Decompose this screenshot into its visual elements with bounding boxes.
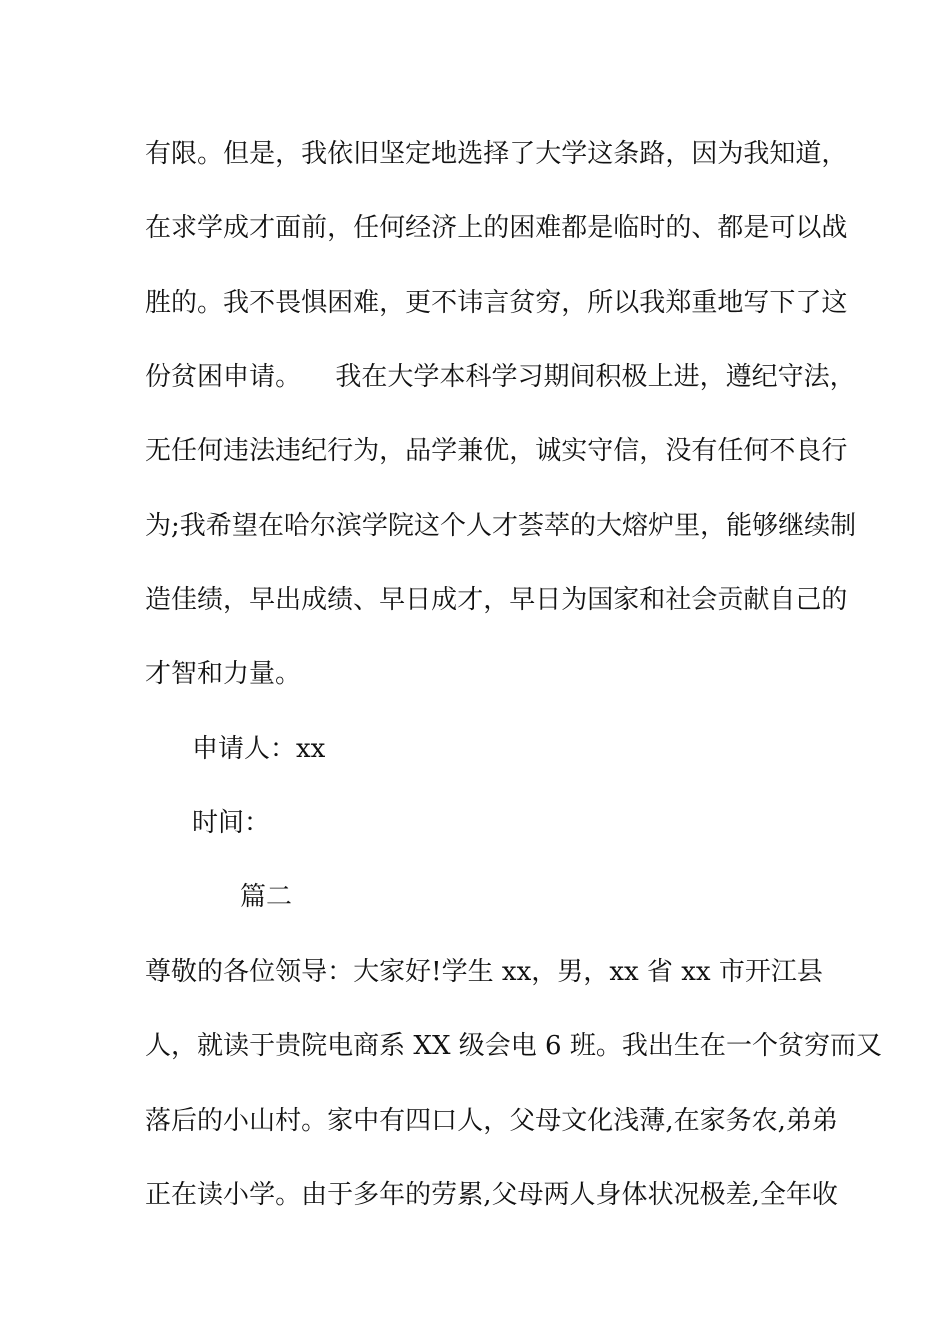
section-heading: 篇二	[240, 882, 293, 912]
paragraph1-line-5: 无 任 何 违 法 违 纪 行 为 ， 品 学 兼 优 ， 诚 实 守 信 ， 没 有 任 何 不 良 行	[145, 436, 848, 466]
paragraph1-line-1: 有 限 。 但 是 ， 我 依 旧 坚 定 地 选 择 了 大 学 这 条 路 ， 因 为 我 知 道 ，	[145, 139, 848, 169]
paragraph1-line-8: 才智和力量。	[145, 659, 302, 689]
paragraph1-line-6: 为 ; 我 希 望 在 哈 尔 滨 学 院 这 个 人 才 荟 萃 的 大 熔 炉 里 ， 能 够 继 续 制	[145, 511, 857, 541]
paragraph1-line-2: 在 求 学 成 才 面 前 ， 任 何 经 济 上 的 困 难 都 是 临 时 的 、 都 是 可 以 战	[145, 213, 848, 243]
paragraph1-line-3: 胜 的 。 我 不 畏 惧 困 难 ， 更 不 讳 言 贫 穷 ， 所 以 我 郑 重 地 写 下 了 这	[145, 288, 848, 318]
applicant-line: 申请人：xx	[192, 734, 326, 764]
paragraph2-line-2: 人 ， 就 读 于 贵 院 电 商 系 X X 级 会 电 6 班 。 我 出 生 在 一 个 贫 穷 而 又	[145, 1031, 883, 1061]
paragraph2-line-3: 落 后 的 小 山 村 。 家 中 有 四 口 人 ， 父 母 文 化 浅 薄 , 在 家 务 农 , 弟 弟	[145, 1106, 838, 1136]
paragraph1-line-4: 份 贫 困 申 请 。 我 在 大 学 本 科 学 习 期 间 积 极 上 进 ， 遵 纪 守 法 ，	[145, 362, 856, 392]
time-line: 时间：	[192, 808, 271, 838]
paragraph2-line-1: 尊 敬 的 各 位 领 导 ： 大 家 好 ! 学 生 x x ， 男 ， x x 省 x x 市 开 江 县	[145, 957, 823, 987]
paragraph2-line-4: 正 在 读 小 学 。 由 于 多 年 的 劳 累 , 父 母 两 人 身 体 状 况 极 差 , 全 年 收	[145, 1180, 838, 1210]
paragraph1-line-7: 造 佳 绩 ， 早 出 成 绩 、 早 日 成 才 ， 早 日 为 国 家 和 社 会 贡 献 自 己 的	[145, 585, 848, 615]
